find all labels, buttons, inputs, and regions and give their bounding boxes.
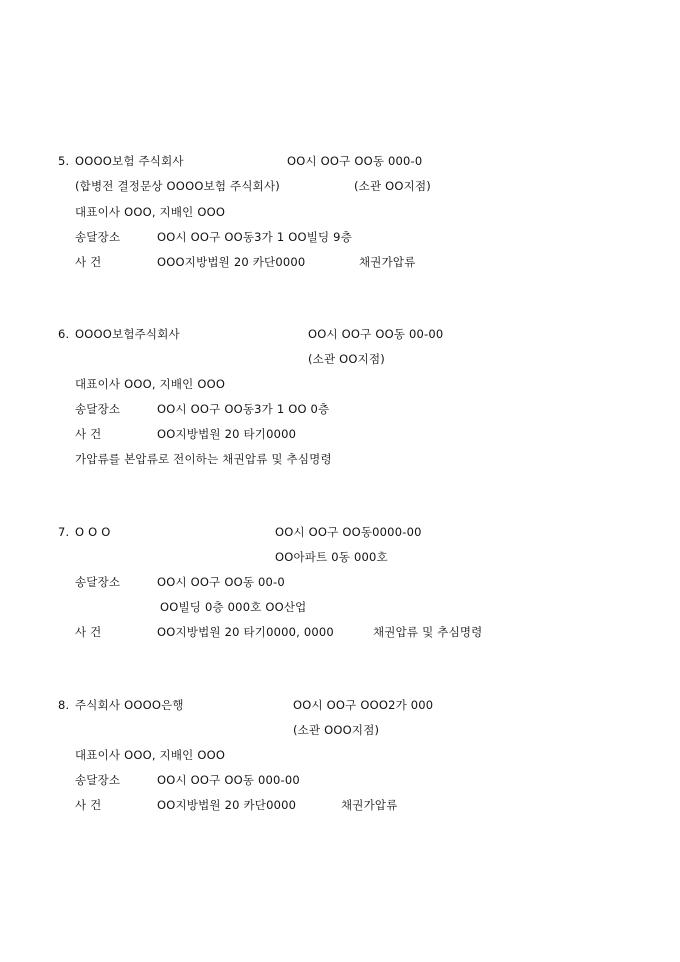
party-name: OOOO보험주식회사 [75, 327, 180, 341]
party-name: 주식회사 OOOO은행 [75, 698, 184, 712]
party-address: OO시 OO구 OO동0000-00 [275, 525, 422, 539]
representative: 대표이사 OOO, 지배인 OOO [75, 748, 226, 762]
delivery-address: OO시 OO구 OO동3가 1 OO 0층 [157, 402, 330, 416]
case-label: 사 건 [75, 798, 102, 812]
case-court: OO지방법원 20 타기0000 [157, 427, 297, 441]
delivery-label: 송달장소 [75, 230, 121, 244]
case-note: 가압류를 본압류로 전이하는 채권압류 및 추심명령 [75, 452, 332, 466]
delivery-label: 송달장소 [75, 773, 121, 787]
jurisdiction: (소관 OO지점) [308, 352, 385, 366]
delivery-label: 송달장소 [75, 575, 121, 589]
case-label: 사 건 [75, 427, 102, 441]
representative: 대표이사 OOO, 지배인 OOO [75, 377, 226, 391]
case-type: 채권압류 및 추심명령 [373, 625, 483, 639]
party-name: O O O [75, 525, 111, 539]
delivery-address: OO시 OO구 OO동 00-0 [157, 575, 285, 589]
entry-number: 8. [58, 698, 70, 712]
case-type: 채권가압류 [341, 798, 398, 812]
merger-note: (합병전 결정문상 OOOO보험 주식회사) [75, 179, 280, 193]
entry-number: 5. [58, 154, 70, 168]
jurisdiction: (소관 OO지점) [354, 179, 431, 193]
party-address: OO시 OO구 OO동 000-0 [287, 154, 423, 168]
case-court: OO지방법원 20 타기0000, 0000 [157, 625, 334, 639]
entry-number: 6. [58, 327, 70, 341]
party-address: OO시 OO구 OO동 00-00 [308, 327, 444, 341]
case-label: 사 건 [75, 255, 102, 269]
jurisdiction: (소관 OOO지점) [293, 723, 380, 737]
delivery-address: OO시 OO구 OO동 000-00 [157, 773, 300, 787]
entry-number: 7. [58, 525, 70, 539]
case-court: OO지방법원 20 카단0000 [157, 798, 297, 812]
case-court: OOO지방법원 20 카단0000 [157, 255, 306, 269]
party-name: OOOO보험 주식회사 [75, 154, 184, 168]
case-label: 사 건 [75, 625, 102, 639]
delivery-label: 송달장소 [75, 402, 121, 416]
case-type: 채권가압류 [359, 255, 416, 269]
representative: 대표이사 OOO, 지배인 OOO [75, 205, 226, 219]
delivery-address-line2: OO빌딩 0층 000호 OO산업 [160, 600, 307, 614]
delivery-address: OO시 OO구 OO동3가 1 OO빌딩 9층 [157, 230, 353, 244]
party-address-line2: OO아파트 0동 000호 [275, 550, 388, 564]
party-address: OO시 OO구 OOO2가 000 [293, 698, 434, 712]
